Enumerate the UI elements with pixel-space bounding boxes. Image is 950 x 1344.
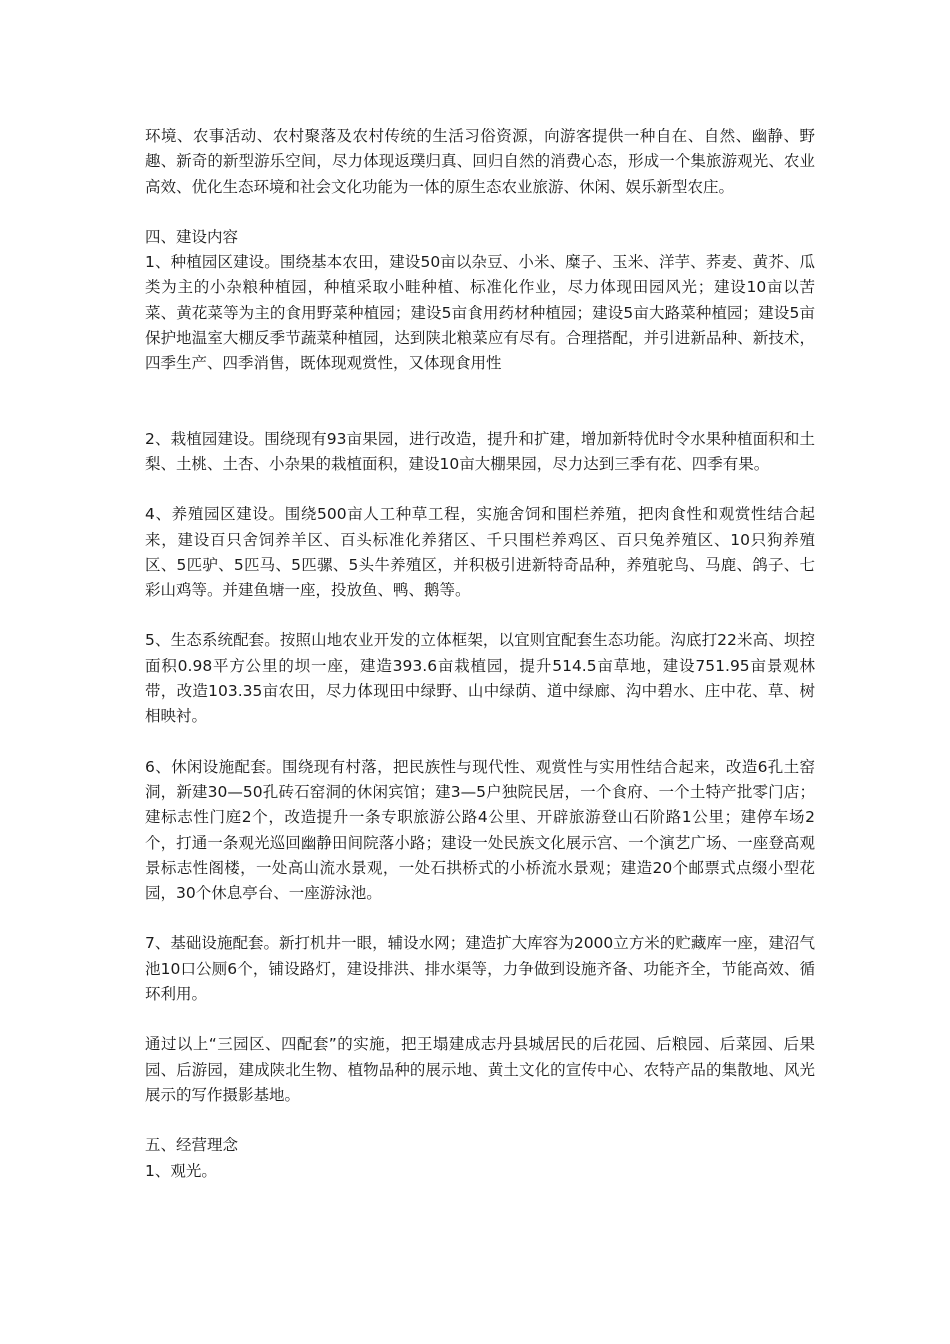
paragraph-spacer — [145, 1007, 815, 1032]
paragraph-spacer — [145, 730, 815, 755]
paragraph-summary: 通过以上“三园区、四配套”的实施，把王塌建成志丹县城居民的后花园、后粮园、后菜园、后果园、后游园，建成陕北生物、植物品种的展示地、黄土文化的宣传中心、农特产品的集散地、风光展示的写作摄影基地。 — [145, 1035, 815, 1104]
paragraph-spacer — [145, 377, 815, 427]
paragraph-infrastructure: 7、基础设施配套。新打机井一眼，辅设水网；建造扩大库容为2000立方米的贮藏库一座，建沼气池10口公厕6个，铺设路灯，建设排洪、排水渠等，力争做到设施齐备、功能齐全，节能高效、循环利用。 — [145, 934, 815, 1004]
paragraph-livestock-zone: 4、养殖园区建设。围绕500亩人工种草工程，实施舍饲和围栏养殖，把肉食性和观赏性结合起来，建设百只舍饲养羊区、百头标准化养猪区、千只围栏养鸡区、百只兔养殖区、10只狗养殖区、5匹驴、5匹马、5匹骡、5头牛养殖区，并积极引进新特奇品种，养殖驼鸟、马鹿、鸽子、七彩山鸡等。并建鱼塘一座，投放鱼、鸭、鹅等。 — [145, 505, 815, 600]
paragraph-spacer — [145, 603, 815, 628]
paragraph-orchard: 2、栽植园建设。围绕现有93亩果园，进行改造，提升和扩建，增加新特优时令水果种植面积和土梨、土桃、土杏、小杂果的栽植面积，建设10亩大棚果园，尽力达到三季有花、四季有果。 — [145, 429, 815, 473]
section-heading-construction: 四、建设内容 — [145, 227, 239, 246]
document-page — [145, 124, 815, 1184]
paragraph-planting-zone: 1、种植园区建设。围绕基本农田，建设50亩以杂豆、小米、糜子、玉米、洋芋、荞麦、黄芥、瓜类为主的小杂粮种植园，种植采取小畦种植、标准化作业，尽力体现田园风光；建设10亩以苦菜、黄花菜等为主的食用野菜种植园；建设5亩食用药材种植园；建设5亩大路菜种植园；建设5亩保护地温室大棚反季节蔬菜种植园，达到陕北粮菜应有尽有。合理搭配，并引进新品种、新技术，四季生产、四季消售，既体现观赏性，又体现食用性 — [145, 253, 815, 373]
paragraph-spacer — [145, 1108, 815, 1133]
paragraph-ecosystem: 5、生态系统配套。按照山地农业开发的立体框架，以宜则宜配套生态功能。沟底打22米高、坝控面积0.98平方公里的坝一座，建造393.6亩栽植园，提升514.5亩草地，建设751.95亩景观林带，改造103.35亩农田，尽力体现田中绿野、山中绿荫、道中绿廊、沟中碧水、庄中花、草、树相映衬。 — [145, 631, 815, 726]
subitem-sightseeing: 1、观光。 — [145, 1161, 217, 1180]
section-heading-business-concept: 五、经营理念 — [145, 1136, 239, 1155]
paragraph-spacer — [145, 477, 815, 502]
intro-paragraph: 环境、农事活动、农村聚落及农村传统的生活习俗资源，向游客提供一种自在、自然、幽静、野趣、新奇的新型游乐空间，尽力体现返璞归真、回归自然的消费心态，形成一个集旅游观光、农业高效、优化生态环境和社会文化功能为一体的原生态农业旅游、休闲、娱乐新型农庄。 — [145, 127, 815, 196]
paragraph-spacer — [145, 200, 815, 225]
paragraph-leisure-facilities: 6、休闲设施配套。围绕现有村落，把民族性与现代性、观赏性与实用性结合起来，改造6孔土窑洞，新建30—50孔砖石窑洞的休闲宾馆；建3—5户独院民居，一个食府、一个土特产批零门店；建标志性门庭2个，改造提升一条专职旅游公路4公里、开辟旅游登山石阶路1公里；建停车场2个，打通一条观光巡回幽静田间院落小路；建设一处民族文化展示宫、一个演艺广场、一座登高观景标志性阁楼，一处高山流水景观，一处石拱桥式的小桥流水景观；建造20个邮票式点缀小型花园，30个休息亭台、一座游泳池。 — [145, 757, 815, 903]
paragraph-spacer — [145, 906, 815, 931]
